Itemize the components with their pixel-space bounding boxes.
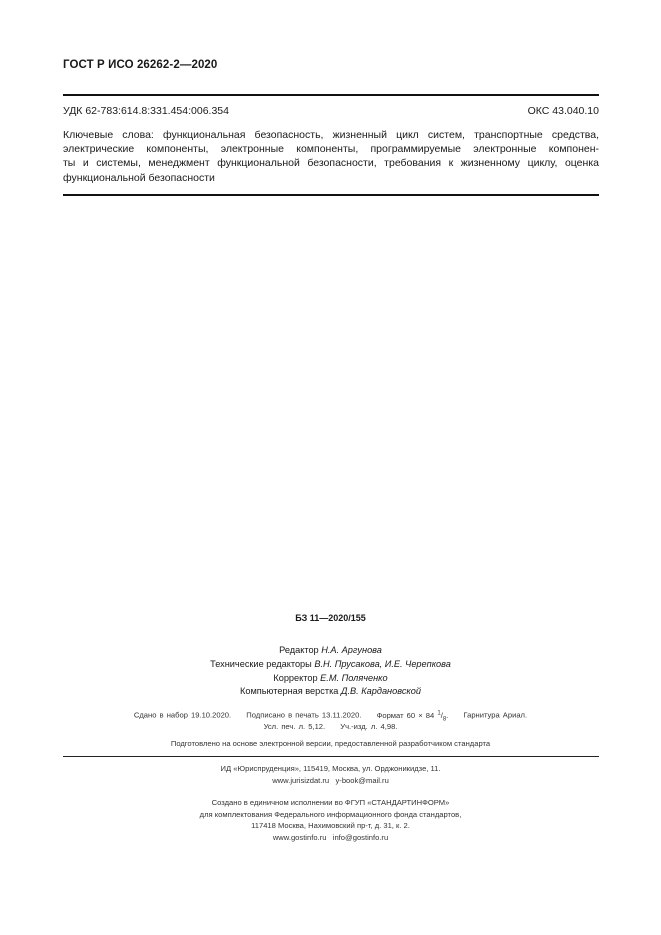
printed-sheets: Усл. печ. л. 5,12. xyxy=(263,722,326,731)
printed-by-contacts xyxy=(0,832,661,844)
typeface: Гарнитура Ариал. xyxy=(463,710,528,720)
printed-by-block xyxy=(0,797,661,843)
credit-name: Е.М. Поляченко xyxy=(320,672,388,683)
imprint-divider xyxy=(63,756,599,757)
keywords-line: Ключевые слова: функциональная безопасность, жизненный цикл систем, транспортные средства, xyxy=(63,129,599,141)
keywords-line: ты и системы, менеджмент функциональной безопасности, требования к жизненному циклу, оценка xyxy=(63,157,599,170)
printed-by-address: 117418 Москва, Нахимовский пр-т, д. 31, к. 2. xyxy=(251,821,410,831)
bz-number: БЗ 11—2020/155 xyxy=(295,613,366,623)
credit-tech-editors xyxy=(0,658,661,672)
credit-name: Д.В. Кардановской xyxy=(340,686,421,697)
print-details-line2 xyxy=(0,722,661,731)
keywords-line: функциональной безопасности xyxy=(63,171,215,184)
credit-role: Редактор xyxy=(279,645,319,655)
credit-name: В.Н. Прусакова, И.Е. Черепкова xyxy=(314,658,451,669)
credit-role: Компьютерная верстка xyxy=(240,686,339,697)
publisher-email[interactable]: y-book@mail.ru xyxy=(335,776,389,786)
credit-layout xyxy=(0,685,661,699)
publisher-contacts xyxy=(0,775,661,787)
gostinfo-email[interactable]: info@gostinfo.ru xyxy=(332,832,389,842)
print-details-line1 xyxy=(0,710,661,722)
publisher-address: ИД «Юриспруденция», 115419, Москва, ул. Орджоникидзе, 11. xyxy=(220,764,441,773)
publishing-sheets: Уч.-изд. л. 4,98. xyxy=(340,722,398,731)
credit-role: Корректор xyxy=(273,672,318,683)
publisher-block xyxy=(0,763,661,787)
credit-corrector xyxy=(0,672,661,686)
prepared-note: Подготовлено на основе электронной версии, предоставленной разработчиком стандарта xyxy=(170,739,491,748)
credits-block xyxy=(0,644,661,699)
paper-format: Формат 60 × 84 $^1/_8$. xyxy=(376,710,449,723)
publisher-website[interactable]: www.jurisizdat.ru xyxy=(272,776,330,786)
printed-by-line: Создано в единичном исполнении во ФГУП «СТАНДАРТИНФОРМ» xyxy=(211,798,450,807)
keywords-block xyxy=(63,128,599,185)
printed-by-line: для комплектования Федерального информационного фонда стандартов, xyxy=(199,809,462,819)
credit-name: Н.А. Аргунова xyxy=(321,645,382,655)
keywords-divider xyxy=(63,194,599,196)
oks-code: ОКС 43.040.10 xyxy=(527,105,599,117)
credit-role: Технические редакторы xyxy=(210,658,312,669)
credit-editor xyxy=(0,644,661,658)
submitted-date: Сдано в набор 19.10.2020. xyxy=(133,710,232,720)
udk-code: УДК 62-783:614.8:331.454:006.354 xyxy=(63,105,229,117)
header-divider xyxy=(63,94,599,96)
gostinfo-website[interactable]: www.gostinfo.ru xyxy=(272,832,327,842)
keywords-line: электрические компоненты, электронные компоненты, программируемые электронные компонен- xyxy=(63,143,599,156)
signed-date: Подписано в печать 13.11.2020. xyxy=(246,710,362,720)
document-title: ГОСТ Р ИСО 26262-2—2020 xyxy=(63,59,218,71)
